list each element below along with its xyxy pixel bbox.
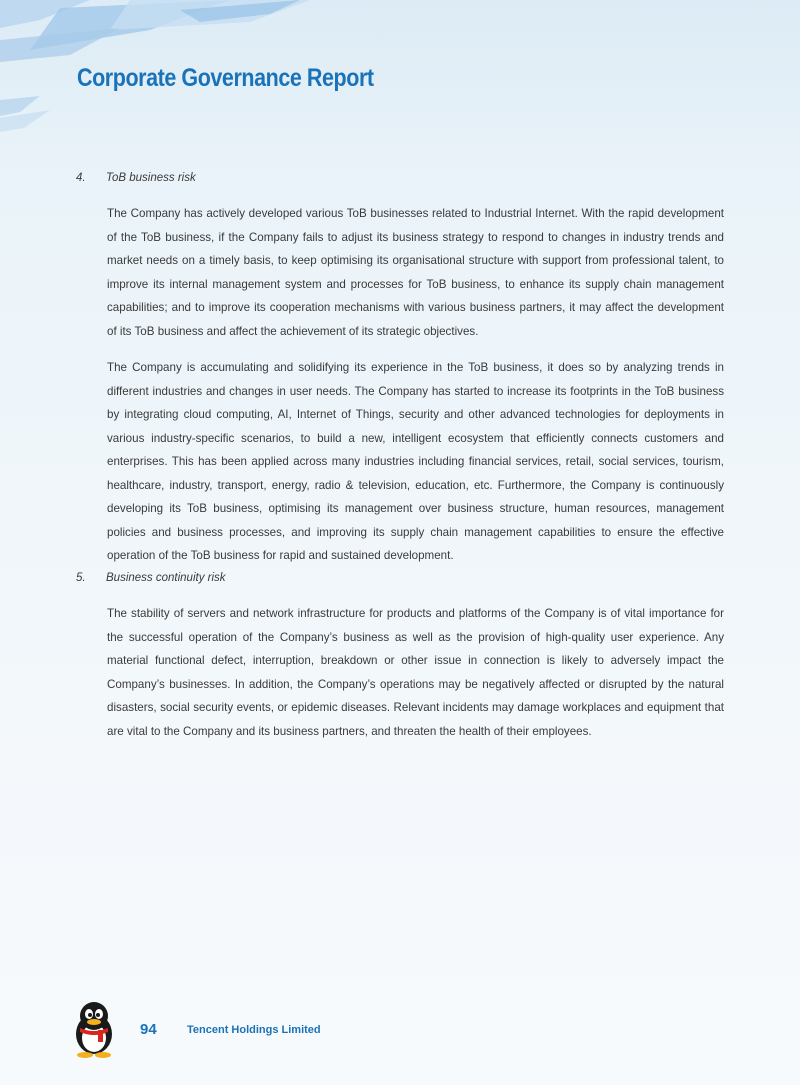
section-title: ToB business risk [106,172,196,184]
paragraph: The Company is accumulating and solidifying its experience in the ToB business, it does so by analyzing trends in different industries and changes in user needs. The Company has started to increase its footprints in the ToB business by integrating cloud computing, AI, Internet of Things, security and other advanced technologies for deployments in various industry-specific scenarios, to build a new, intelligent ecosystem that efficiently connects customers and enterprises. This has been applied across many industries including financial services, retail, social services, tourism, healthcare, industry, transport, energy, radio & television, education, etc. Furthermore, the Company is continuously developing its ToB business, optimising its management over business structure, human resources, management policies and business processes, and improving its supply chain management capabilities to ensure the effective operation of the ToB business for rapid and sustained development. [107,361,724,562]
section-number: 4. [76,172,86,184]
page-title: Corporate Governance Report [77,64,374,92]
page-number: 94 [140,1021,157,1038]
section-title: Business continuity risk [106,572,226,584]
paragraph: The Company has actively developed various ToB businesses related to Industrial Internet. With the rapid development of the ToB business, if the Company fails to adjust its business strategy to respond to changes in industry trends and market needs on a timely basis, to keep optimising its organisational structure with support from professional talent, to improve its internal management system and processes for ToB business, to enhance its supply chain management capabilities; and to improve its cooperation mechanisms with various business partners, it may affect the development of its ToB business and affect the achievement of its strategic objectives. [107,207,724,338]
company-name: Tencent Holdings Limited [187,1024,321,1036]
paragraph: The stability of servers and network infrastructure for products and platforms of the Company is of vital importance for the successful operation of the Company’s business as well as the provision of high-quality user experience. Any material functional defect, interruption, breakdown or other issue in connection is likely to adversely impact the Company’s businesses. In addition, the Company’s operations may be negatively affected or disrupted by the natural disasters, social security events, or epidemic diseases. Relevant incidents may damage workplaces and equipment that are vital to the Company and its business partners, and threaten the health of their employees. [107,607,724,738]
section-number: 5. [76,572,86,584]
section-heading [76,172,196,184]
penguin-icon [70,1000,118,1058]
section-heading [76,572,226,584]
